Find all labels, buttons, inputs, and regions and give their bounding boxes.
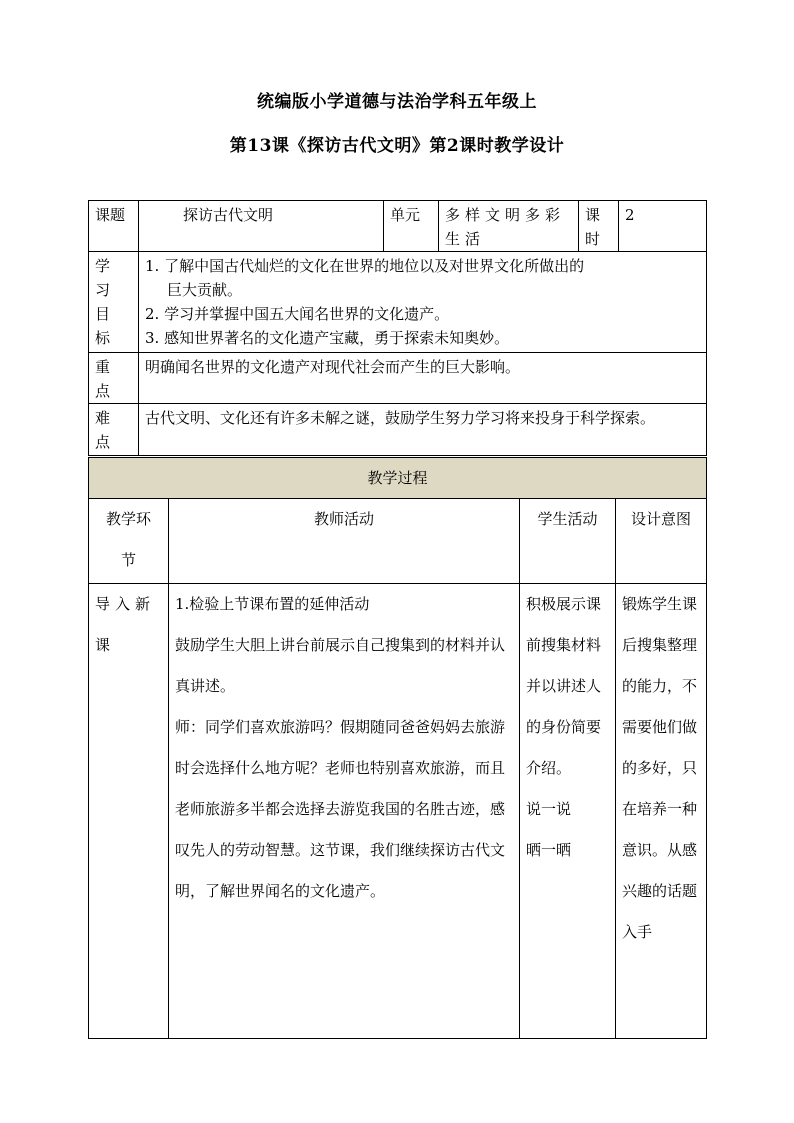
key-point-row (89, 353, 707, 404)
topic-row (89, 201, 707, 252)
difficult-point-row (89, 404, 707, 456)
goals-label: 学习目标 (89, 252, 139, 353)
goals-row (89, 252, 707, 353)
teacher-activity-paragraph: 师：同学们喜欢旅游吗？假期随同爸爸妈妈去旅游时会选择什么地方呢？老师也特别喜欢旅游，而且老师旅游多半都会选择去游览我国的名胜古迹，感叹先人的劳动智慧。这节课，我们继续探访古代文明，了解世界闻名的文化遗产。 (175, 718, 506, 900)
lesson-info-table (88, 200, 707, 456)
student-header: 学生活动 (520, 499, 616, 584)
process-band-row (89, 458, 707, 499)
goal-item: 3. 感知世界著名的文化遗产宝藏，勇于探索未知奥妙。 (145, 329, 510, 347)
teacher-activity-heading: 1.检验上节课布置的延伸活动 (175, 595, 370, 613)
student-activity-paragraph: 积极展示课前搜集材料并以讲述人的身份简要介绍。 (526, 595, 602, 777)
goals-list (139, 252, 707, 353)
hours-value: 2 (619, 201, 707, 252)
process-header-row (89, 499, 707, 584)
goal-item: 1. 了解中国古代灿烂的文化在世界的地位以及对世界文化所做出的 (145, 257, 585, 275)
hours-label: 课时 (579, 201, 619, 252)
key-point-label: 重点 (89, 353, 139, 404)
goal-item-continued: 巨大贡献。 (167, 281, 243, 299)
difficult-point-label: 难点 (89, 404, 139, 456)
design-intent-cell: 锻炼学生课后搜集整理的能力，不需要他们做的多好，只在培养一种意识。从感兴趣的话题入手 (616, 584, 707, 1039)
document-subtitle: 第13课《探访古代文明》第2课时教学设计 (229, 136, 565, 156)
unit-label: 单元 (384, 201, 439, 252)
teacher-activity-paragraph: 鼓励学生大胆上讲台前展示自己搜集到的材料并认真讲述。 (175, 636, 506, 695)
stage-cell: 导入新课 (89, 584, 169, 1039)
document-title: 统编版小学道德与法治学科五年级上 (257, 92, 537, 112)
topic-value: 探访古代文明 (139, 201, 384, 252)
unit-value: 多样文明多彩生活 (439, 201, 579, 252)
process-row-intro (89, 584, 707, 1039)
stage-header: 教学环节 (89, 499, 169, 584)
key-point-value: 明确闻名世界的文化遗产对现代社会而产生的巨大影响。 (139, 353, 707, 404)
goal-item: 2. 学习并掌握中国五大闻名世界的文化遗产。 (145, 305, 450, 323)
student-activity-cell (520, 584, 616, 1039)
intent-header: 设计意图 (616, 499, 707, 584)
process-band-title: 教学过程 (89, 458, 707, 499)
teacher-activity-cell (169, 584, 520, 1039)
teaching-process-table (88, 457, 707, 1039)
student-activity-item: 晒一晒 (526, 841, 572, 859)
student-activity-item: 说一说 (526, 800, 572, 818)
difficult-point-value: 古代文明、文化还有许多未解之谜，鼓励学生努力学习将来投身于科学探索。 (139, 404, 707, 456)
teacher-header: 教师活动 (169, 499, 520, 584)
topic-label: 课题 (89, 201, 139, 252)
